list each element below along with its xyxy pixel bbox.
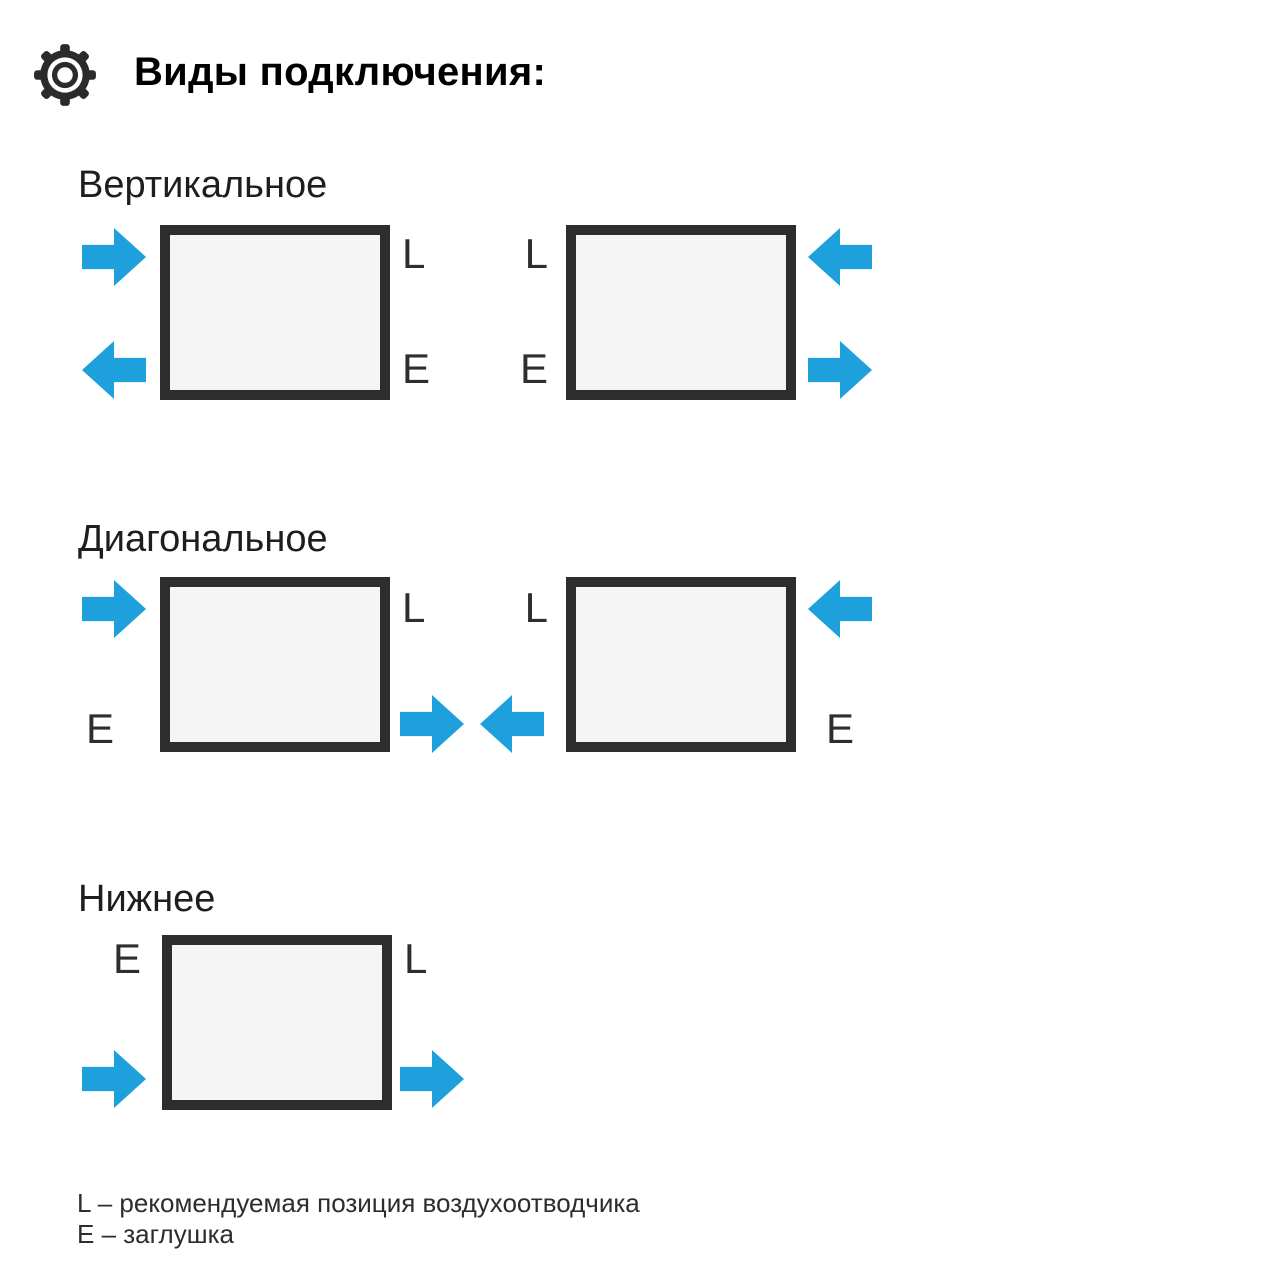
port-label-vent: L xyxy=(402,230,426,277)
port-label-vent: L xyxy=(524,230,548,277)
inlet-arrow-right-icon xyxy=(82,580,146,638)
radiator-box xyxy=(160,577,390,752)
legend-line-plug: E – заглушка xyxy=(77,1219,234,1249)
section-title: Нижнее xyxy=(78,878,216,920)
port-label-plug: E xyxy=(519,345,548,392)
radiator-box xyxy=(160,225,390,400)
radiator-box xyxy=(566,225,796,400)
outlet-arrow-right-icon xyxy=(400,695,464,753)
port-label-vent: L xyxy=(404,935,428,982)
gear-icon xyxy=(33,43,97,107)
section-title: Диагональное xyxy=(78,518,328,560)
section-title: Вертикальное xyxy=(78,164,328,206)
port-label-plug: E xyxy=(402,345,431,392)
port-label-vent: L xyxy=(402,584,426,631)
outlet-arrow-left-icon xyxy=(82,341,146,399)
inlet-arrow-left-icon xyxy=(808,580,872,638)
legend-line-vent: L – рекомендуемая позиция воздухоотводчика xyxy=(77,1188,640,1218)
port-label-plug: E xyxy=(86,705,115,752)
port-label-plug: E xyxy=(112,935,141,982)
port-label-vent: L xyxy=(524,584,548,631)
inlet-arrow-right-icon xyxy=(82,228,146,286)
page-title: Виды подключения: xyxy=(134,50,547,94)
outlet-arrow-left-icon xyxy=(480,695,544,753)
radiator-box xyxy=(162,935,392,1110)
port-label-plug: E xyxy=(826,705,855,752)
inlet-arrow-left-icon xyxy=(808,228,872,286)
inlet-arrow-right-icon xyxy=(82,1050,146,1108)
legend xyxy=(77,1188,640,1250)
radiator-box xyxy=(566,577,796,752)
outlet-arrow-right-icon xyxy=(808,341,872,399)
outlet-arrow-right-icon xyxy=(400,1050,464,1108)
